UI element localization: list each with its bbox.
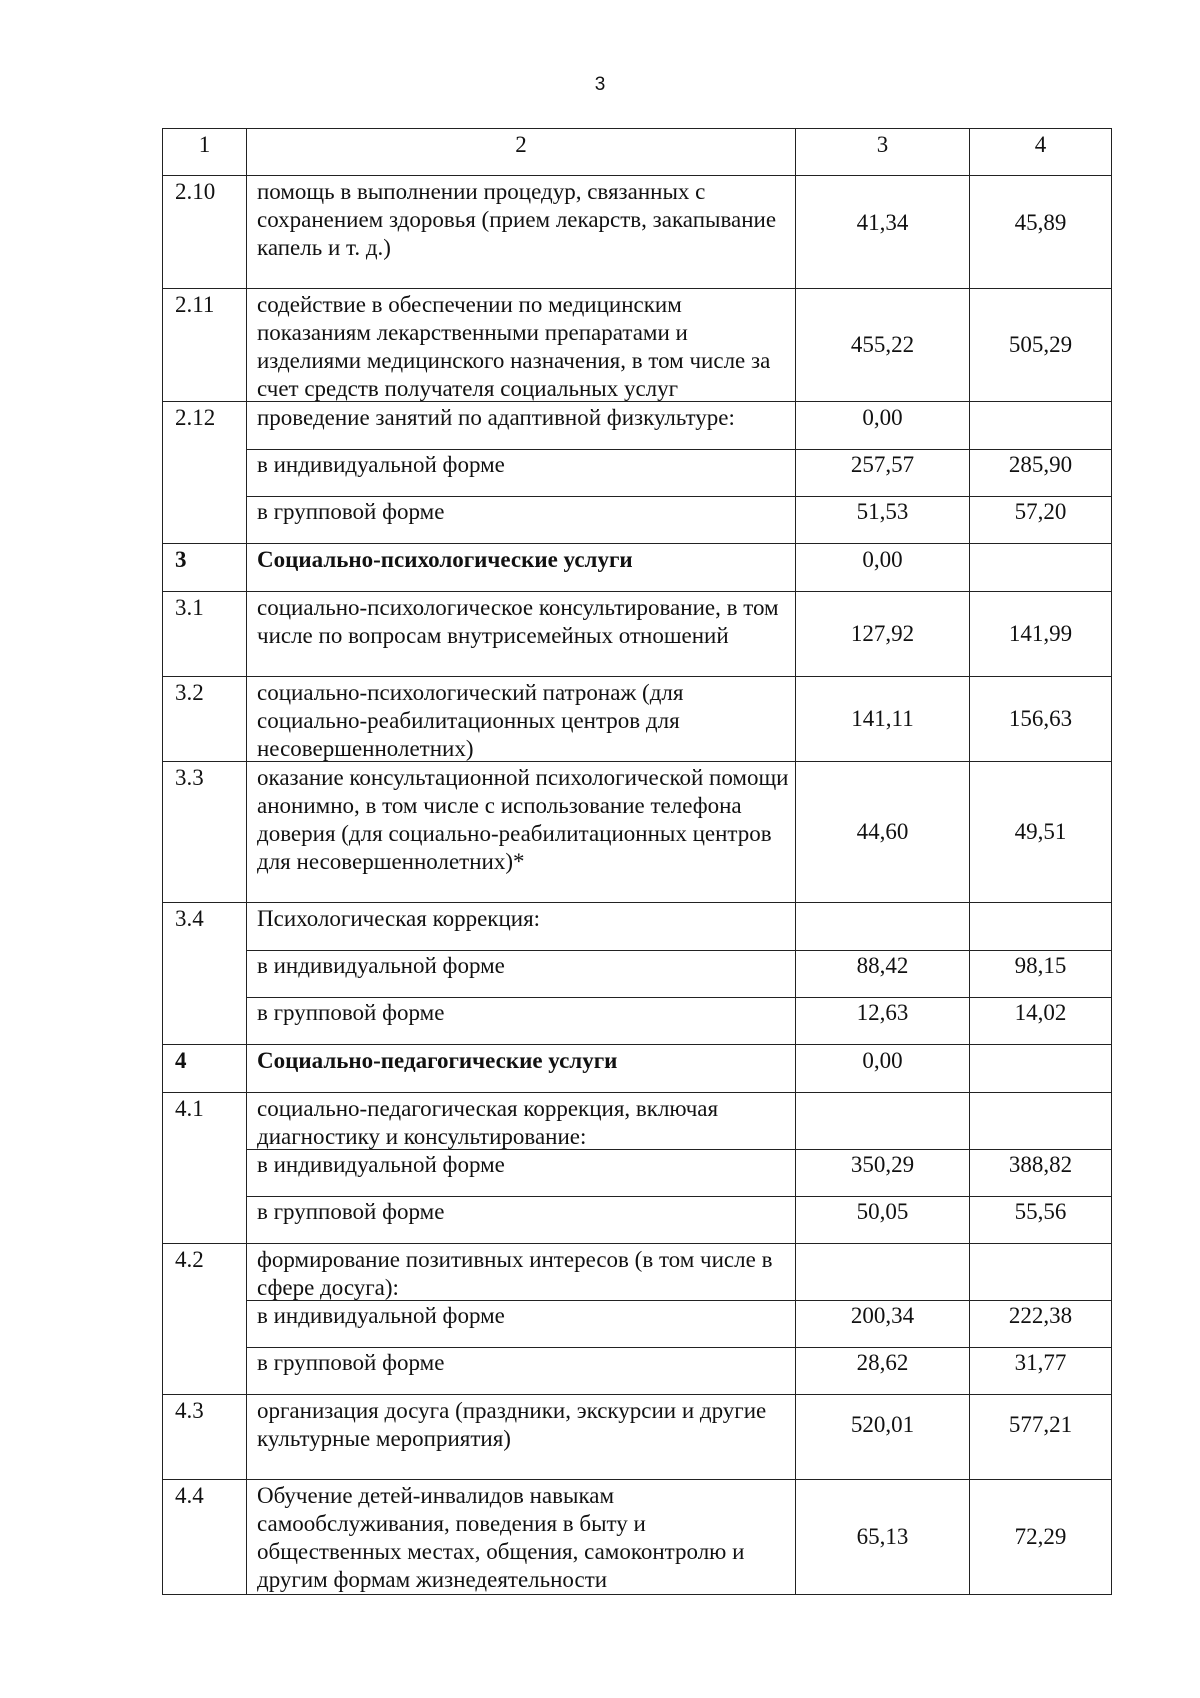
row-number (162, 1300, 246, 1347)
price-col-3: 0,00 (795, 1045, 969, 1092)
service-description: организация досуга (праздники, экскурсии и другие культурные мероприятия) (246, 1395, 795, 1479)
section-number: 4 (162, 1045, 246, 1092)
price-col-4 (969, 903, 1112, 950)
service-description: помощь в выполнении процедур, связанных с сохранением здоровья (прием лекарств, закапывание капель и т. д.) (246, 176, 795, 288)
section-number: 3 (162, 544, 246, 591)
price-col-4 (969, 1244, 1112, 1300)
service-description: оказание консультационной психологической помощи анонимно, в том числе с использование телефона доверия (для социально-реабилитационных центров для несовершеннолетних)* (246, 762, 795, 902)
row-number: 2.12 (162, 402, 246, 449)
row-number (162, 1196, 246, 1243)
row-number (162, 950, 246, 997)
table-row (162, 288, 1112, 401)
service-description: в индивидуальной форме (246, 950, 795, 997)
price-col-4: 55,56 (969, 1196, 1112, 1243)
table-row (162, 1149, 1112, 1196)
table-row (162, 1394, 1112, 1479)
price-col-4 (969, 1045, 1112, 1092)
row-number (162, 1149, 246, 1196)
service-description: социально-психологическое консультирование, в том числе по вопросам внутрисемейных отношений (246, 592, 795, 676)
service-description: формирование позитивных интересов (в том числе в сфере досуга): (246, 1244, 795, 1300)
service-description: содействие в обеспечении по медицинским показаниям лекарственными препаратами и изделиями медицинского назначения, в том числе за счет средств получателя социальных услуг (246, 289, 795, 401)
row-number (162, 449, 246, 496)
table-row (162, 1347, 1112, 1394)
service-description: проведение занятий по адаптивной физкультуре: (246, 402, 795, 449)
price-col-4: 57,20 (969, 496, 1112, 543)
price-col-4: 14,02 (969, 997, 1112, 1044)
row-number: 3.2 (162, 677, 246, 761)
table-row (162, 902, 1112, 950)
price-col-3: 127,92 (795, 592, 969, 676)
row-number: 2.11 (162, 289, 246, 401)
table-header-row (162, 128, 1112, 175)
table-row (162, 1300, 1112, 1347)
price-col-3: 200,34 (795, 1300, 969, 1347)
price-col-3: 12,63 (795, 997, 969, 1044)
page-number: 3 (594, 74, 606, 95)
price-col-3: 141,11 (795, 677, 969, 761)
service-description: в индивидуальной форме (246, 1149, 795, 1196)
row-number: 4.3 (162, 1395, 246, 1479)
section-row (162, 1044, 1112, 1092)
price-col-3: 28,62 (795, 1347, 969, 1394)
price-col-4: 49,51 (969, 762, 1112, 902)
price-col-4: 285,90 (969, 449, 1112, 496)
table-row (162, 496, 1112, 543)
table-row (162, 449, 1112, 496)
price-col-3: 0,00 (795, 402, 969, 449)
table-row (162, 1196, 1112, 1243)
price-col-3: 41,34 (795, 176, 969, 288)
price-col-4: 222,38 (969, 1300, 1112, 1347)
row-number: 3.1 (162, 592, 246, 676)
table-row (162, 175, 1112, 288)
row-number: 4.1 (162, 1093, 246, 1149)
price-col-3 (795, 1244, 969, 1300)
price-col-4: 31,77 (969, 1347, 1112, 1394)
price-col-3 (795, 1093, 969, 1149)
price-col-3: 50,05 (795, 1196, 969, 1243)
table-row (162, 1479, 1112, 1594)
price-col-4 (969, 544, 1112, 591)
price-col-3: 520,01 (795, 1395, 969, 1479)
service-description: Психологическая коррекция: (246, 903, 795, 950)
price-col-4: 141,99 (969, 592, 1112, 676)
header-col-2: 2 (246, 129, 795, 175)
header-col-4: 4 (969, 129, 1112, 175)
row-number (162, 1347, 246, 1394)
price-col-3: 88,42 (795, 950, 969, 997)
price-col-4: 388,82 (969, 1149, 1112, 1196)
table-row (162, 950, 1112, 997)
row-number (162, 997, 246, 1044)
header-col-1: 1 (162, 129, 246, 175)
header-col-3: 3 (795, 129, 969, 175)
price-col-3: 65,13 (795, 1480, 969, 1594)
service-description: социально-педагогическая коррекция, включая диагностику и консультирование: (246, 1093, 795, 1149)
table-row (162, 1243, 1112, 1300)
services-price-table (162, 128, 1112, 1595)
table-row (162, 401, 1112, 449)
table-row (162, 997, 1112, 1044)
table-row (162, 1092, 1112, 1149)
price-col-4 (969, 1093, 1112, 1149)
price-col-4: 45,89 (969, 176, 1112, 288)
row-number: 2.10 (162, 176, 246, 288)
service-description: в групповой форме (246, 1196, 795, 1243)
service-description: в групповой форме (246, 1347, 795, 1394)
row-number: 4.2 (162, 1244, 246, 1300)
price-col-3 (795, 903, 969, 950)
price-col-4: 505,29 (969, 289, 1112, 401)
table-row (162, 591, 1112, 676)
row-number: 3.4 (162, 903, 246, 950)
service-description: в групповой форме (246, 496, 795, 543)
table-bottom-border (162, 1594, 1112, 1595)
price-col-3: 51,53 (795, 496, 969, 543)
row-number: 4.4 (162, 1480, 246, 1594)
section-title: Социально-психологические услуги (246, 544, 795, 591)
service-description: социально-психологический патронаж (для социально-реабилитационных центров для несовершеннолетних) (246, 677, 795, 761)
row-number: 3.3 (162, 762, 246, 902)
price-col-4: 577,21 (969, 1395, 1112, 1479)
service-description: в индивидуальной форме (246, 1300, 795, 1347)
table-row (162, 676, 1112, 761)
price-col-3: 455,22 (795, 289, 969, 401)
service-description: в индивидуальной форме (246, 449, 795, 496)
price-col-4 (969, 402, 1112, 449)
price-col-4: 98,15 (969, 950, 1112, 997)
section-row (162, 543, 1112, 591)
price-col-3: 0,00 (795, 544, 969, 591)
service-description: Обучение детей-инвалидов навыкам самообслуживания, поведения в быту и общественных местах, общения, самоконтролю и другим формам жизнедеятельности (246, 1480, 795, 1594)
row-number (162, 496, 246, 543)
price-col-4: 156,63 (969, 677, 1112, 761)
table-row (162, 761, 1112, 902)
price-col-4: 72,29 (969, 1480, 1112, 1594)
price-col-3: 44,60 (795, 762, 969, 902)
service-description: в групповой форме (246, 997, 795, 1044)
price-col-3: 350,29 (795, 1149, 969, 1196)
section-title: Социально-педагогические услуги (246, 1045, 795, 1092)
price-col-3: 257,57 (795, 449, 969, 496)
